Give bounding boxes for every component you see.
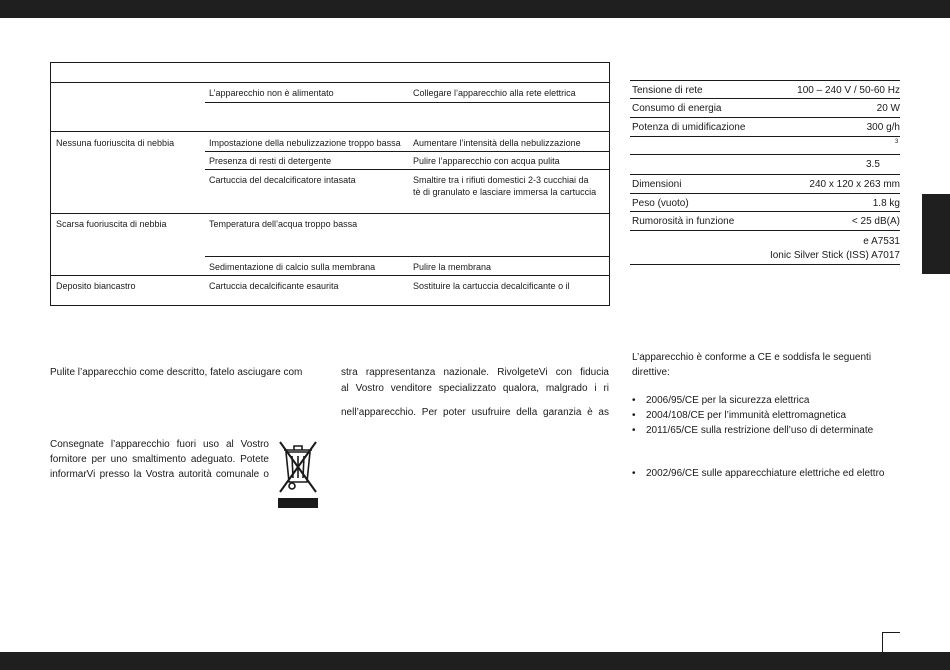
problem-cell: Deposito biancastro	[56, 281, 136, 291]
spec-value: < 25 dB(A)	[851, 216, 900, 227]
spec-value: 240 x 120 x 263 mm	[809, 179, 900, 190]
data-divider	[630, 211, 900, 212]
group-divider	[51, 213, 609, 214]
conformity-text: L’apparecchio è conforme a CE e soddisfa le seguenti	[632, 352, 872, 363]
row-divider	[205, 169, 609, 170]
spec-label: Peso (vuoto)	[632, 198, 689, 209]
section-tab	[922, 194, 950, 274]
directive-item: • 2011/65/CE sulla restrizione dell’uso di determinate	[632, 423, 873, 438]
disposal-text: fornitore per uno smaltimento adeguato. Potete	[50, 454, 269, 465]
data-divider	[630, 98, 900, 99]
spec-value: Ionic Silver Stick (ISS) A7017	[769, 250, 900, 261]
spec-label: Consumo di energia	[632, 103, 722, 114]
group-divider	[51, 131, 609, 132]
warranty-text: al Vostro venditore specializzato qualora, malgrado i ri	[341, 383, 609, 394]
directive-item: • 2006/95/CE per la sicurezza elettrica	[632, 393, 809, 408]
disposal-text: informarVi presso la Vostra autorità comunale o	[50, 469, 269, 480]
remedy-cell: Sostituire la cartuccia decalcificante o il	[413, 281, 570, 291]
remedy-cell: Smaltire tra i rifiuti domestici 2-3 cucchiai da	[413, 175, 589, 185]
row-divider	[205, 102, 609, 103]
cause-cell: L’apparecchio non è alimentato	[209, 88, 334, 98]
crossed-out-wheelie-bin-icon	[274, 432, 322, 510]
data-divider	[630, 174, 900, 175]
storage-text: Pulite l’apparecchio come descritto, fatelo asciugare com	[50, 367, 303, 378]
group-divider	[51, 275, 609, 276]
cause-cell: Impostazione della nebulizzazione troppo bassa	[209, 138, 401, 148]
disposal-text: Consegnate l’apparecchio fuori uso al Vostro	[50, 439, 269, 450]
cause-cell: Temperatura dell’acqua troppo bassa	[209, 219, 358, 229]
cause-cell: Cartuccia del decalcificatore intasata	[209, 175, 356, 185]
warranty-text: stra rappresentanza nazionale. RivolgeteVi con fiducia	[341, 367, 609, 378]
troubleshooting-table	[50, 62, 610, 306]
superscript-unit: 3	[895, 139, 899, 145]
data-divider	[630, 264, 900, 265]
spec-value: 1.8 kg	[872, 198, 900, 209]
remedy-cell: Pulire l’apparecchio con acqua pulita	[413, 156, 560, 166]
spec-label: Dimensioni	[632, 179, 682, 190]
spec-label: Tensione di rete	[632, 85, 703, 96]
data-divider	[630, 154, 900, 155]
page-number-box	[882, 632, 900, 652]
cause-cell: Sedimentazione di calcio sulla membrana	[209, 262, 376, 272]
spec-value: e A7531	[863, 236, 900, 247]
bottom-bar	[0, 652, 950, 670]
remedy-cell: tè di granulato e lasciare immersa la cartuccia	[413, 187, 597, 197]
data-divider	[630, 136, 900, 137]
cause-cell: Presenza di resti di detergente	[209, 156, 332, 166]
spec-value: 3.5	[866, 159, 880, 170]
directive-item: • 2002/96/CE sulle apparecchiature elettriche ed elettro	[632, 466, 884, 481]
data-divider	[630, 230, 900, 231]
data-divider	[630, 193, 900, 194]
table-header	[51, 63, 609, 83]
cause-cell: Cartuccia decalcificante esaurita	[209, 281, 339, 291]
data-divider	[630, 117, 900, 118]
problem-cell: Nessuna fuoriuscita di nebbia	[56, 138, 175, 148]
remedy-cell: Collegare l’apparecchio alla rete elettrica	[413, 88, 576, 98]
top-bar	[0, 0, 950, 18]
warranty-text: nell’apparecchio. Per poter usufruire della garanzia è as	[341, 407, 609, 418]
remedy-cell: Aumentare l’intensità della nebulizzazione	[413, 138, 581, 148]
spec-value: 300 g/h	[866, 122, 900, 133]
row-divider	[205, 151, 609, 152]
data-divider	[630, 80, 900, 81]
conformity-text: direttive:	[632, 367, 670, 378]
spec-value: 20 W	[876, 103, 900, 114]
directive-item: • 2004/108/CE per l’immunità elettromagnetica	[632, 408, 846, 423]
problem-cell: Scarsa fuoriuscita di nebbia	[56, 219, 167, 229]
row-divider	[205, 256, 609, 257]
spec-value: 100 – 240 V / 50-60 Hz	[797, 85, 900, 96]
spec-label: Potenza di umidificazione	[632, 122, 746, 133]
remedy-cell: Pulire la membrana	[413, 262, 492, 272]
spec-label: Rumorosità in funzione	[632, 216, 735, 227]
